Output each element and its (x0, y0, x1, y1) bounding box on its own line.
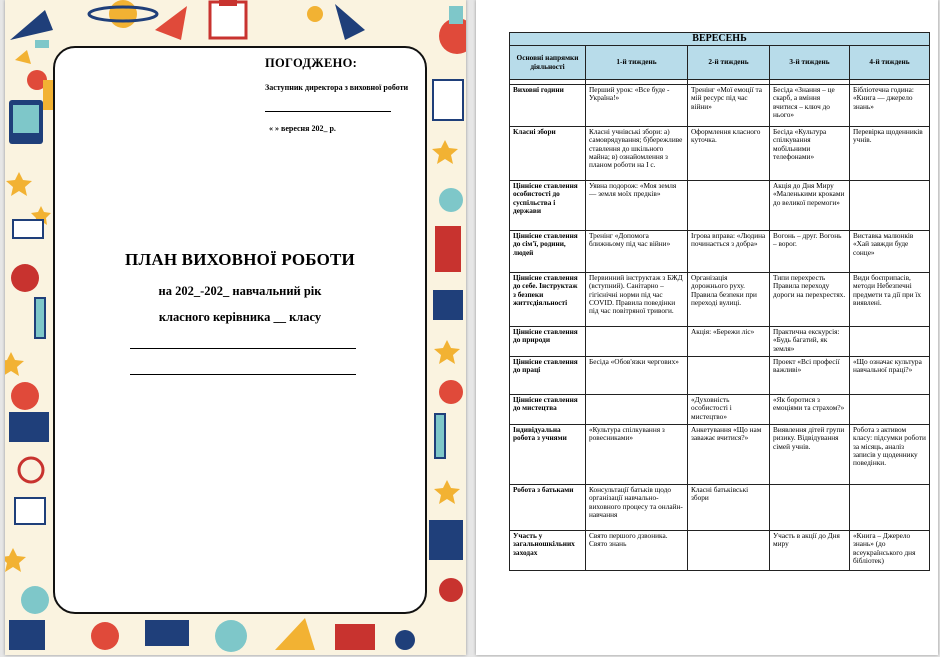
table-row (510, 531, 930, 571)
column-header-week-4: 4-й тиждень (850, 46, 930, 80)
week-cell: Участь в акції до Дня миру (770, 531, 850, 571)
table-row (510, 181, 930, 231)
week-cell: Ігрова вправа: «Людина починається з добра» (688, 231, 770, 273)
table-row (510, 85, 930, 127)
week-cell: Виставка малюнків «Хай завжди буде сонце» (850, 231, 930, 273)
week-cell (688, 357, 770, 395)
week-cell (586, 327, 688, 357)
week-cell: «Духовність особистості і мистецтво» (688, 395, 770, 425)
approval-role: Заступник директора з виховної роботи (265, 83, 409, 92)
direction-cell: Ціннісне ставлення до природи (510, 327, 586, 357)
direction-cell: Ціннісне ставлення до мистецтва (510, 395, 586, 425)
signature-line (265, 111, 391, 112)
approval-date: « » вересня 202_ р. (269, 124, 336, 133)
week-cell: Бібліотечна година: «Книга — джерело знань» (850, 85, 930, 127)
month-header: ВЕРЕСЕНЬ (510, 33, 930, 46)
week-cell: Види боєприпасів, методи Небезпечні предмети та дії при їх виявлені. (850, 273, 930, 327)
table-row (510, 327, 930, 357)
class-line: класного керівника __ класу (158, 310, 322, 324)
week-cell: Виявлення дітей групи ризику. Відвідування сімей учнів. (770, 425, 850, 485)
table-row (510, 357, 930, 395)
week-cell: Уявна подорож: «Моя земля — земля моїх предків» (586, 181, 688, 231)
direction-cell: Ціннісне ставлення до себе. Інструктаж з безпеки життєдіяльності (510, 273, 586, 327)
table-row (510, 127, 930, 181)
week-cell: Бесіда «Культура спілкування мобільними телефонами» (770, 127, 850, 181)
direction-cell: Індивідуальна робота з учнями (510, 425, 586, 485)
week-cell: Практична екскурсія: «Будь багатий, як земля» (770, 327, 850, 357)
blank-line (130, 348, 356, 349)
week-cell: Первинний інструктаж з БЖД (вступний). Санітарно – гігієнічні норми під час COVID. Правила поведінки під час повітряної тривоги. (586, 273, 688, 327)
week-cell: Анкетування «Що нам заважає вчитися?» (688, 425, 770, 485)
table-row (510, 231, 930, 273)
week-cell: Бесіда «Обов'язки чергових» (586, 357, 688, 395)
week-cell: Бесіда «Знання – це скарб, а вміння вчитися – ключ до нього» (770, 85, 850, 127)
week-cell: Акція: «Бережи ліс» (688, 327, 770, 357)
column-header-direction: Основні напрямки діяльності (510, 46, 586, 80)
week-cell: Свято першого дзвоника. Свято знань (586, 531, 688, 571)
week-cell (850, 395, 930, 425)
week-cell (688, 531, 770, 571)
header-row (510, 46, 930, 80)
week-cell: Робота з активом класу: підсумки роботи за місяць, аналіз записів у щоденнику поведінки. (850, 425, 930, 485)
week-cell: «Як боротися з емоціями та страхом?» (770, 395, 850, 425)
table-row (510, 395, 930, 425)
week-cell: Тренінг «Допомога ближньому під час війни» (586, 231, 688, 273)
cover-page (5, 0, 466, 655)
direction-cell: Ціннісне ставлення до праці (510, 357, 586, 395)
direction-cell: Участь у загальношкільних заходах (510, 531, 586, 571)
direction-cell: Робота з батьками (510, 485, 586, 531)
direction-cell: Ціннісне ставлення до сім'ї, родини, людей (510, 231, 586, 273)
week-cell: Проект «Всі професії важливі» (770, 357, 850, 395)
week-cell (850, 485, 930, 531)
week-cell: Вогонь – друг. Вогонь – ворог. (770, 231, 850, 273)
approval-block (265, 56, 425, 133)
table-body (510, 80, 930, 571)
column-header-week-3: 3-й тиждень (770, 46, 850, 80)
document-title: ПЛАН ВИХОВНОЇ РОБОТИ (125, 250, 355, 269)
plan-page (476, 0, 938, 655)
week-cell: Організація дорожнього руху. Правила безпеки при переході вулиці. (688, 273, 770, 327)
week-cell: «Книга – Джерело знань» (до всеукраїнського дня бібліотек) (850, 531, 930, 571)
week-cell: Класні батьківські збори (688, 485, 770, 531)
approval-title: ПОГОДЖЕНО: (265, 56, 358, 70)
week-cell: Тренінг «Мої емоції та мій ресурс під час війни» (688, 85, 770, 127)
column-header-week-2: 2-й тиждень (688, 46, 770, 80)
week-cell: Класні учнівські збори: а) самоврядування; б)бережливе ставлення до шкільного майна; в) ознайомлення з планом роботи на І с. (586, 127, 688, 181)
week-cell (770, 485, 850, 531)
week-cell: Типи перехресть Правила переходу дороги на перехрестях. (770, 273, 850, 327)
week-cell (850, 327, 930, 357)
week-cell: «Що означає культура навчальної праці?» (850, 357, 930, 395)
cover-card (53, 46, 427, 614)
week-cell (688, 181, 770, 231)
week-cell (850, 181, 930, 231)
week-cell: Оформлення класного куточка. (688, 127, 770, 181)
table-row (510, 273, 930, 327)
direction-cell: Виховні години (510, 85, 586, 127)
week-cell (586, 395, 688, 425)
year-line: на 202_-202_ навчальний рік (158, 284, 322, 298)
week-cell: Акція до Дня Миру «Маленькими кроками до великої перемоги» (770, 181, 850, 231)
blank-line (130, 374, 356, 375)
table-row (510, 425, 930, 485)
week-cell: Перший урок: «Все буде - Україна!» (586, 85, 688, 127)
column-header-week-1: 1-й тиждень (586, 46, 688, 80)
table-row (510, 485, 930, 531)
direction-cell: Класні збори (510, 127, 586, 181)
direction-cell: Ціннісне ставлення особистості до суспільства і держави (510, 181, 586, 231)
week-cell: «Культура спілкування з ровесниками» (586, 425, 688, 485)
schedule-table (509, 32, 930, 571)
week-cell: Консультації батьків щодо організації навчально-виховного процесу та онлайн-навчання (586, 485, 688, 531)
week-cell: Перевірка щоденників учнів. (850, 127, 930, 181)
